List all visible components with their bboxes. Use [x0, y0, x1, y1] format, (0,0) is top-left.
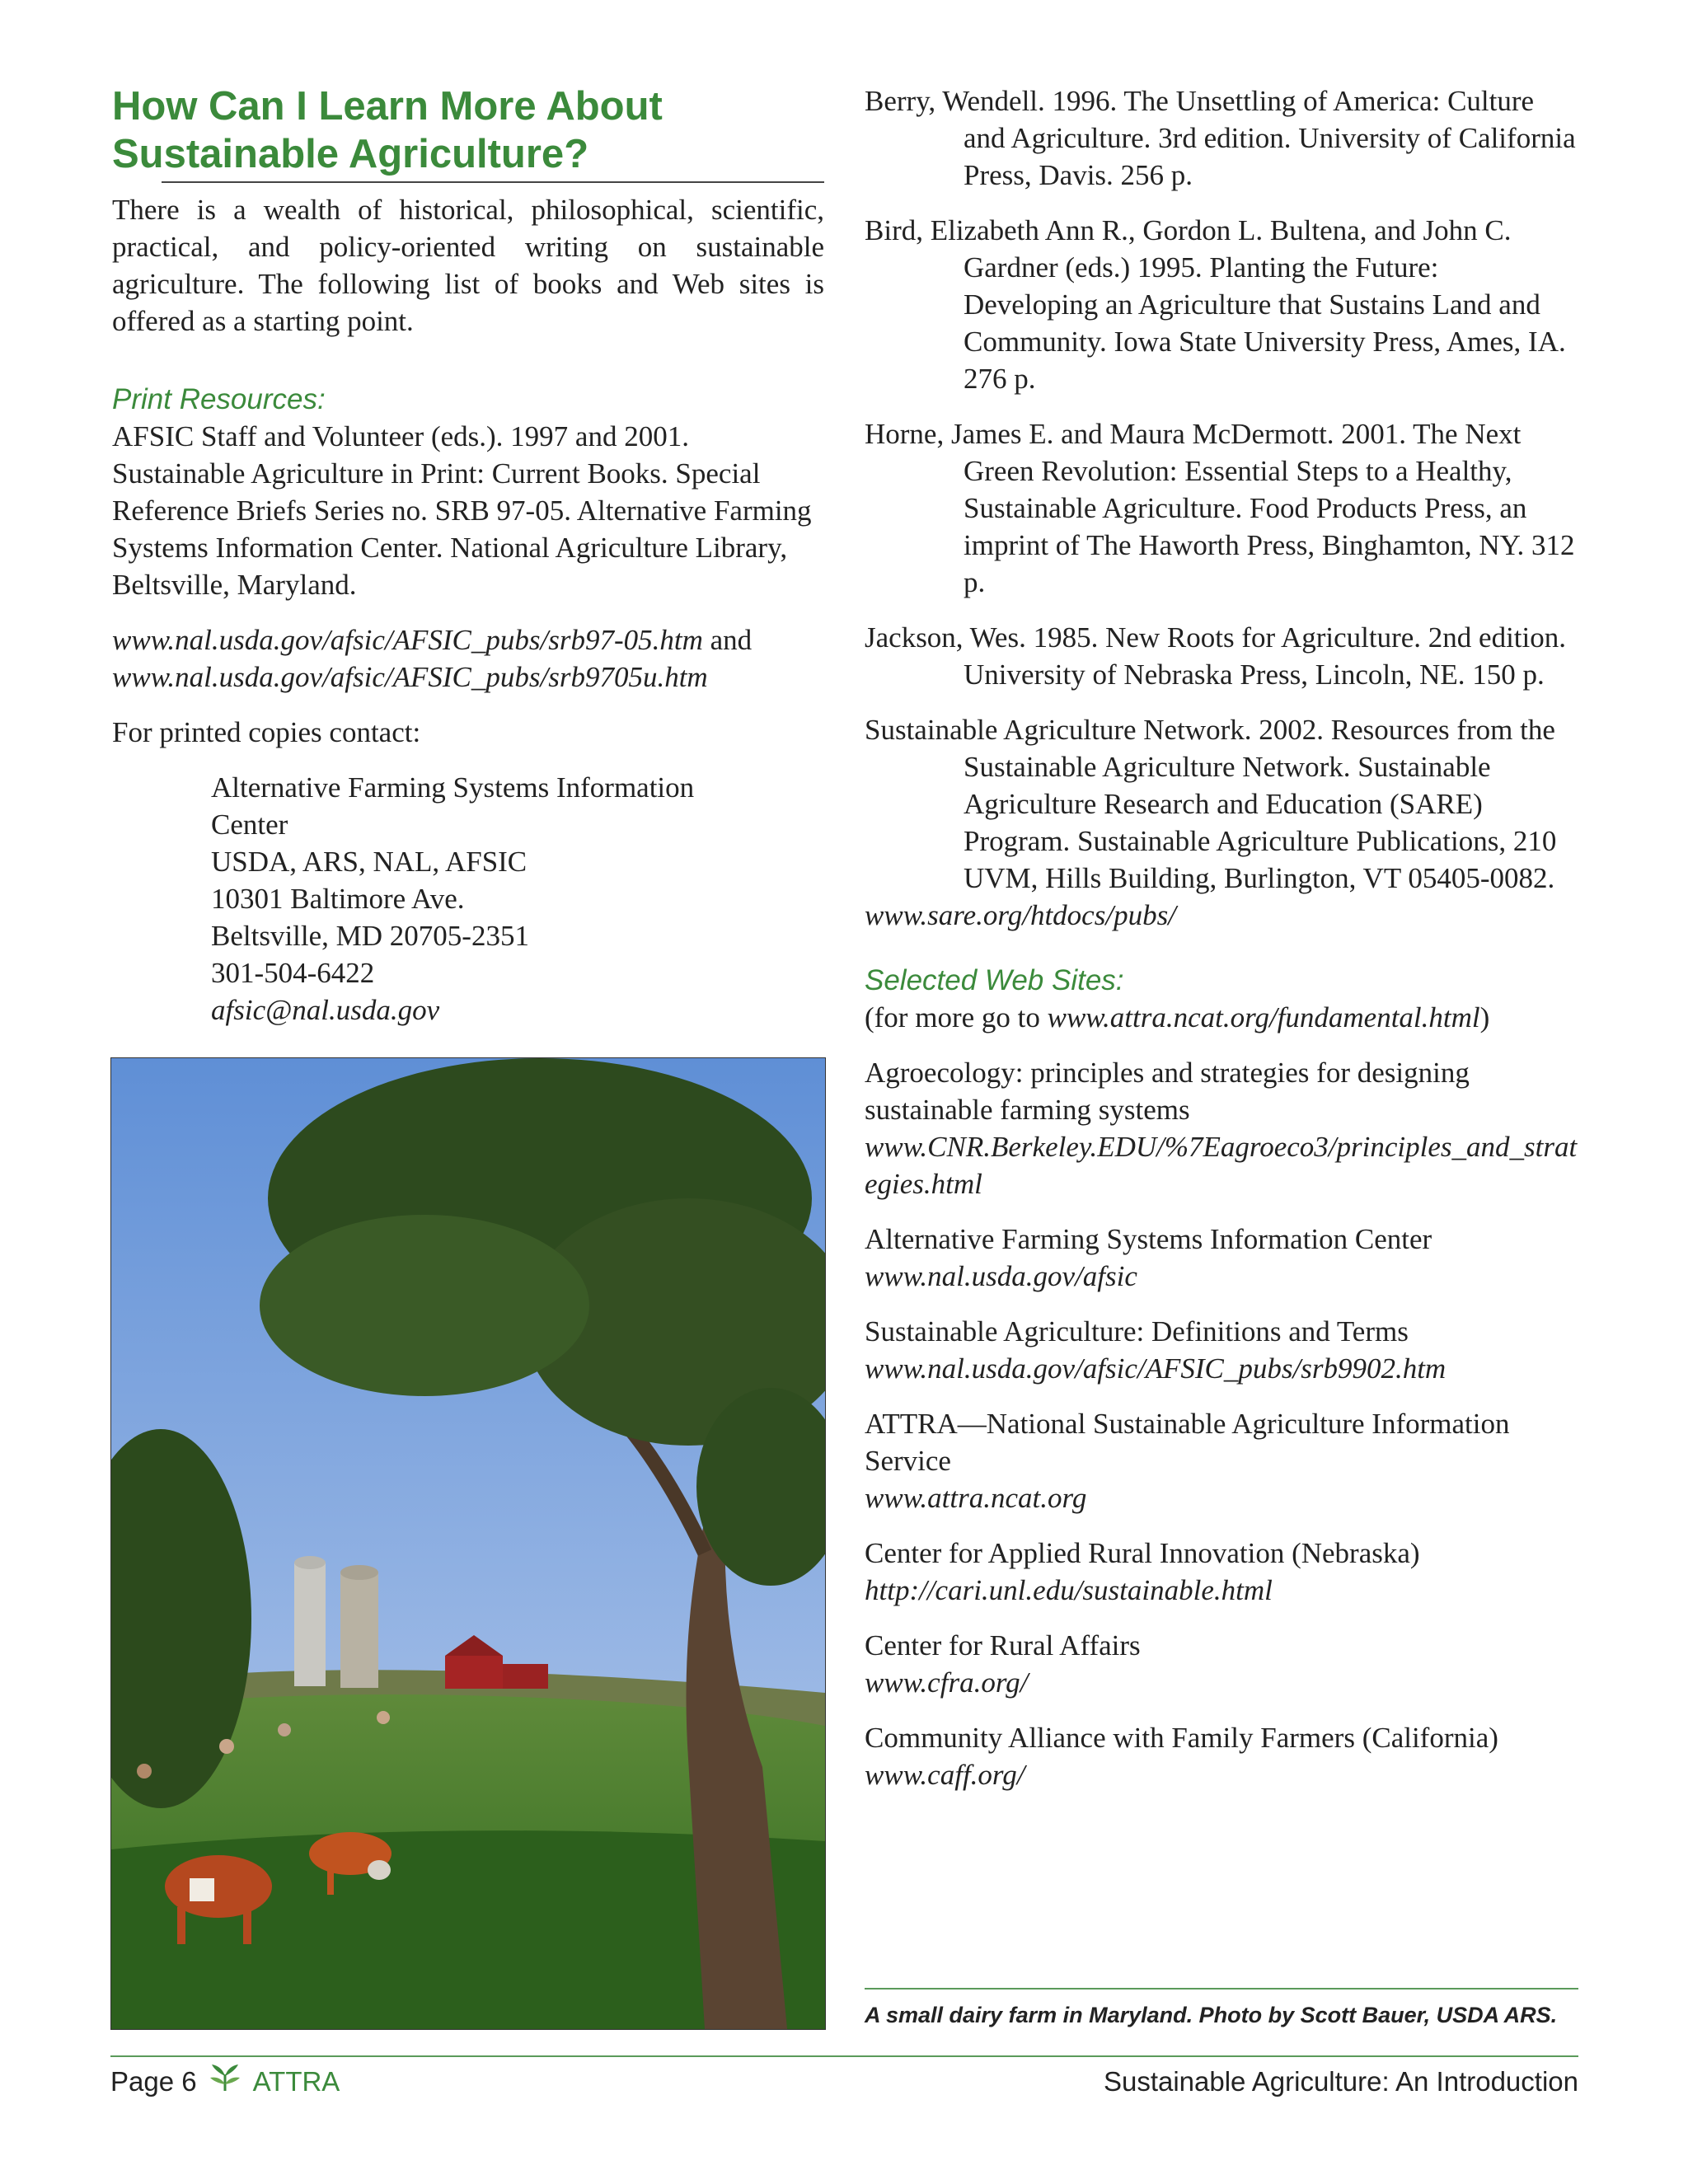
address-line-1: Alternative Farming Systems Information [211, 771, 695, 804]
site-afsic [865, 1221, 1578, 1295]
reference-san-url[interactable]: www.sare.org/htdocs/pubs/ [865, 899, 1176, 931]
site-url[interactable]: www.CNR.Berkeley.EDU/%7Eagroeco3/principles_and_strategies.html [865, 1131, 1578, 1200]
page-number: Page 6 [110, 2066, 197, 2097]
web-sites-heading: Selected Web Sites: [865, 964, 1124, 996]
footer-left [110, 2064, 340, 2100]
reference-jackson: Jackson, Wes. 1985. New Roots for Agriculture. 2nd edition. University of Nebraska Press, Lincoln, NE. 150 p. [865, 621, 1567, 691]
contact-label: For printed copies contact: [112, 716, 421, 748]
web-more-url[interactable]: www.attra.ncat.org/fundamental.html [1047, 1001, 1480, 1033]
site-caff [865, 1719, 1578, 1793]
right-column [865, 82, 1578, 1811]
footer-divider [110, 2055, 1578, 2057]
footer-brand: ATTRA [252, 2066, 340, 2097]
site-name: Sustainable Agriculture: Definitions and Terms [865, 1315, 1409, 1347]
afsic-url-1[interactable]: www.nal.usda.gov/afsic/AFSIC_pubs/srb97-05.htm [112, 624, 703, 656]
address-line-2: Center [211, 808, 288, 841]
dairy-farm-photo [110, 1057, 826, 2030]
web-more-note [865, 999, 1578, 1036]
caption-divider [865, 1988, 1578, 1990]
farm-photo-illustration [111, 1058, 825, 2029]
page-title [112, 82, 824, 178]
site-name: Agroecology: principles and strategies for designing sustainable farming systems [865, 1057, 1470, 1126]
site-url[interactable]: www.nal.usda.gov/afsic [865, 1260, 1137, 1292]
intro-paragraph: There is a wealth of historical, philosophical, scientific, practical, and policy-oriented writing on sustainable agriculture. The following list of books and Web sites is offered as a starting point. [112, 194, 824, 337]
photo-caption: A small dairy farm in Maryland. Photo by Scott Bauer, USDA ARS. [865, 2003, 1558, 2027]
site-name: Alternative Farming Systems Information Center [865, 1223, 1432, 1255]
afsic-urls [112, 621, 824, 696]
address-line-4: 10301 Baltimore Ave. [211, 883, 465, 915]
site-url[interactable]: http://cari.unl.edu/sustainable.html [865, 1574, 1273, 1606]
site-definitions [865, 1313, 1578, 1387]
site-url[interactable]: www.attra.ncat.org [865, 1482, 1087, 1514]
web-more-suffix: ) [1479, 1001, 1490, 1033]
reference-bird: Bird, Elizabeth Ann R., Gordon L. Bultena, and John C. Gardner (eds.) 1995. Planting the Future: Developing an Agriculture that Sustains Land and Community. Iowa State University Press, Ames, IA. 276 p. [865, 214, 1566, 395]
afsic-reference: AFSIC Staff and Volunteer (eds.). 1997 and 2001. Sustainable Agriculture in Print: Current Books. Special Reference Briefs Series no. SRB 97-05. Alternative Farming Systems Information Center. National Agriculture Library, Beltsville, Maryland. [112, 420, 812, 601]
print-resources-heading: Print Resources: [112, 383, 326, 415]
site-name: Center for Rural Affairs [865, 1629, 1141, 1661]
address-line-5: Beltsville, MD 20705-2351 [211, 920, 529, 952]
site-name: ATTRA—National Sustainable Agriculture Information Service [865, 1408, 1510, 1477]
site-name: Center for Applied Rural Innovation (Nebraska) [865, 1537, 1420, 1569]
site-name: Community Alliance with Family Farmers (California) [865, 1722, 1498, 1754]
site-url[interactable]: www.cfra.org/ [865, 1666, 1029, 1699]
title-line-2: Sustainable Agriculture? [112, 132, 589, 176]
reference-berry: Berry, Wendell. 1996. The Unsettling of America: Culture and Agriculture. 3rd edition. University of California Press, Davis. 256 p. [865, 85, 1576, 191]
site-url[interactable]: www.caff.org/ [865, 1759, 1025, 1791]
contact-address [112, 769, 824, 1029]
reference-horne: Horne, James E. and Maura McDermott. 2001. The Next Green Revolution: Essential Steps to a Healthy, Sustainable Agriculture. Food Products Press, an imprint of The Haworth Press, Binghamton, NY. 312 p. [865, 418, 1575, 598]
reference-san: Sustainable Agriculture Network. 2002. Resources from the Sustainable Agriculture Network. Sustainable Agriculture Research and Education (SARE) Program. Sustainable Agriculture Publications, 210 UVM, Hills Building, Burlington, VT 05405-0082. [865, 714, 1557, 894]
address-email[interactable]: afsic@nal.usda.gov [211, 994, 440, 1026]
title-line-1: How Can I Learn More About [112, 84, 663, 129]
site-attra [865, 1405, 1578, 1516]
address-line-3: USDA, ARS, NAL, AFSIC [211, 846, 528, 878]
site-cfra [865, 1627, 1578, 1701]
web-more-prefix: (for more go to [865, 1001, 1048, 1033]
title-divider [162, 181, 824, 183]
publication-title: Sustainable Agriculture: An Introduction [1103, 2066, 1578, 2097]
left-column [112, 82, 824, 1029]
site-agroecology [865, 1054, 1578, 1202]
site-url[interactable]: www.nal.usda.gov/afsic/AFSIC_pubs/srb9902.htm [865, 1352, 1447, 1385]
site-cari [865, 1535, 1578, 1609]
and-word: and [710, 624, 753, 656]
attra-leaf-icon [209, 2063, 241, 2102]
address-phone: 301-504-6422 [211, 957, 375, 989]
afsic-url-2[interactable]: www.nal.usda.gov/afsic/AFSIC_pubs/srb9705u.htm [112, 661, 708, 693]
